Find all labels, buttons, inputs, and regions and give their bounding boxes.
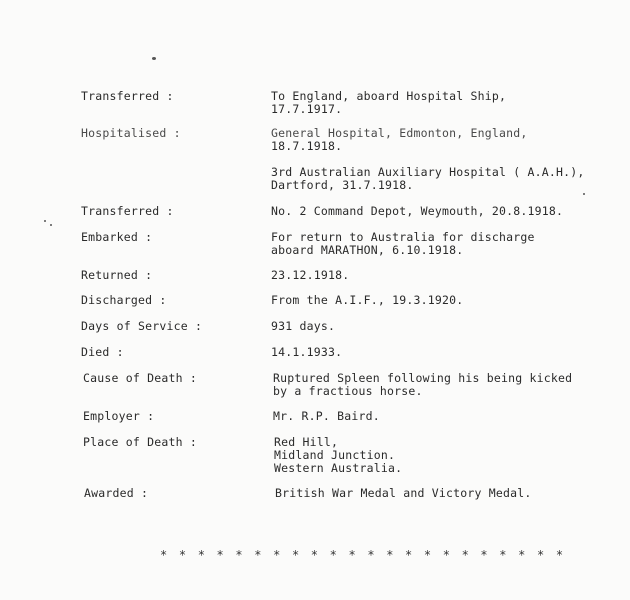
record-value — [273, 410, 380, 423]
record-value — [271, 231, 535, 257]
record-value — [275, 487, 531, 500]
record-value-line: Western Australia. — [274, 461, 403, 475]
record-value — [271, 320, 335, 333]
record-value — [271, 205, 563, 218]
record-value-line: aboard MARATHON, 6.10.1918. — [271, 243, 464, 257]
record-label: Cause of Death : — [83, 371, 197, 385]
record-value-line: by a fractious horse. — [273, 384, 423, 398]
ink-speck — [583, 193, 585, 195]
record-label: Awarded : — [84, 486, 149, 500]
record-label: Employer : — [83, 409, 155, 423]
record-value-line: To England, aboard Hospital Ship, — [271, 89, 507, 103]
record-value-line: British War Medal and Victory Medal. — [275, 486, 532, 500]
ink-speck — [152, 57, 156, 60]
record-label: Died : — [81, 345, 124, 359]
record-value — [271, 294, 463, 307]
record-value-line: 3rd Australian Auxiliary Hospital ( A.A.H.), — [271, 165, 585, 179]
record-value-line: Ruptured Spleen following his being kicked — [273, 371, 573, 385]
record-label: Transferred : — [81, 204, 174, 218]
record-value-line: Midland Junction. — [274, 448, 396, 462]
record-value-line: Mr. R.P. Baird. — [273, 409, 380, 423]
record-value — [274, 436, 402, 475]
record-value — [273, 372, 572, 398]
record-value-line: 931 days. — [271, 319, 336, 333]
record-label: Embarked : — [81, 230, 153, 244]
record-value-line: General Hospital, Edmonton, England, — [271, 126, 528, 140]
record-value-line: 23.12.1918. — [271, 268, 350, 282]
record-value — [271, 166, 584, 192]
record-label: Place of Death : — [83, 435, 197, 449]
record-label: Days of Service : — [81, 319, 203, 333]
record-label: Returned : — [81, 268, 153, 282]
record-value — [271, 269, 349, 282]
record-value-line: No. 2 Command Depot, Weymouth, 20.8.1918. — [271, 204, 564, 218]
record-value — [271, 346, 342, 359]
record-value-line: 18.7.1918. — [271, 139, 343, 153]
record-label: Transferred : — [81, 89, 174, 103]
record-value — [271, 90, 506, 116]
record-value-line: 17.7.1917. — [271, 102, 343, 116]
record-value-line: From the A.I.F., 19.3.1920. — [271, 293, 464, 307]
ink-speck — [50, 224, 52, 226]
record-value-line: For return to Australia for discharge — [271, 230, 535, 244]
record-label: Discharged : — [81, 293, 167, 307]
record-value-line: 14.1.1933. — [271, 345, 343, 359]
footer-star-separator: * * * * * * * * * * * * * * * * * * * * * * — [160, 548, 566, 562]
record-value-line: Dartford, 31.7.1918. — [271, 178, 414, 192]
ink-speck — [44, 220, 46, 222]
record-label: Hospitalised : — [81, 126, 181, 140]
record-value — [271, 127, 527, 153]
record-value-line: Red Hill, — [274, 435, 339, 449]
